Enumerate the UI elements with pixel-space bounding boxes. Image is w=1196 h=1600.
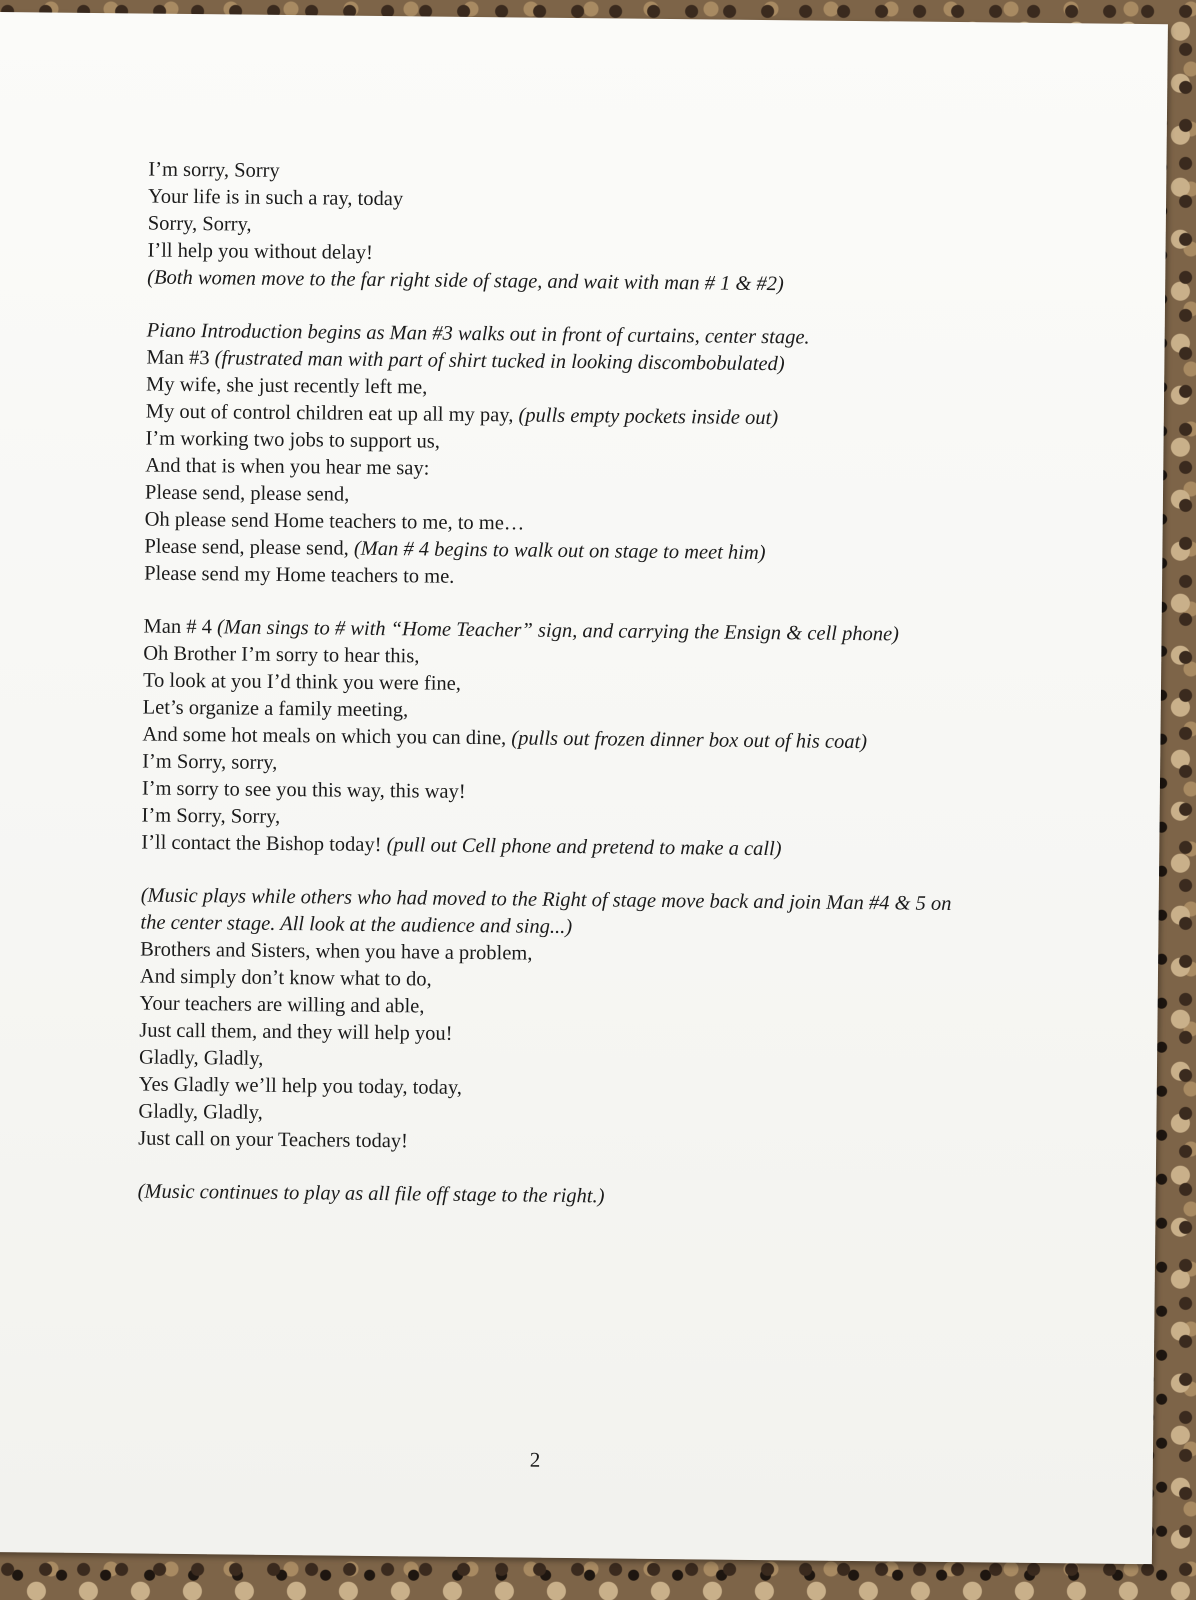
lyric-text: Just call on your Teachers today! — [138, 1127, 409, 1153]
paper-sheet — [0, 12, 1168, 1564]
lyric-text: Yes Gladly we’ll help you today, today, — [138, 1073, 463, 1099]
lyric-text: I’m sorry, Sorry — [148, 158, 280, 182]
lyric-text: I’m Sorry, sorry, — [142, 750, 278, 774]
page-number: 2 — [529, 1447, 541, 1472]
lyric-text: Brothers and Sisters, when you have a problem, — [140, 938, 533, 965]
text-line — [140, 883, 971, 946]
lyric-text: Let’s organize a family meeting, — [142, 696, 409, 722]
lyric-text: Your teachers are willing and able, — [139, 992, 425, 1018]
lyric-text: And that is when you hear me say: — [145, 454, 430, 480]
lyric-text: I’ll help you without delay! — [147, 239, 374, 264]
stage-direction: (Music plays while others who had moved to the Right of stage move back and join Man #4 & 5 on the center stage. All look at the audience and sing...) — [140, 884, 952, 939]
lyric-text: Please send, please send, — [144, 535, 355, 560]
lyric-text: I’ll contact the Bishop today! — [141, 831, 387, 857]
lyric-text: And some hot meals on which you can dine, — [142, 723, 512, 750]
stage-direction: (Man # 4 begins to walk out on stage to meet him) — [353, 537, 766, 565]
lyric-text: I’m sorry to see you this way, this way! — [141, 777, 466, 803]
lyric-text: I’m working two jobs to support us, — [145, 427, 441, 453]
stage-direction: (pull out Cell phone and pretend to make a call) — [386, 834, 782, 861]
stage-direction: (Man sings to # with “Home Teacher” sign, and carrying the Ensign & cell phone) — [216, 616, 900, 646]
lyric-text: Please send my Home teachers to me. — [144, 562, 455, 588]
lyric-text: Please send, please send, — [144, 481, 350, 506]
lyric-text: Gladly, Gladly, — [138, 1100, 263, 1124]
lyric-text: And simply don’t know what to do, — [139, 965, 432, 991]
lyric-text: Just call them, and they will help you! — [139, 1019, 453, 1045]
lyric-text: My wife, she just recently left me, — [145, 373, 428, 399]
stage-direction: (frustrated man with part of shirt tucked in looking discombobulated) — [214, 347, 785, 376]
stage-direction: (Music continues to play as all file off stage to the right.) — [137, 1180, 605, 1208]
lyric-text: My out of control children eat up all my pay, — [145, 400, 519, 427]
lyric-text: To look at you I’d think you were fine, — [142, 669, 462, 695]
lyric-text: Man # 4 — [143, 615, 218, 639]
stage-direction: (pulls out frozen dinner box out of his coat) — [511, 727, 868, 754]
stage-direction: (pulls empty pockets inside out) — [518, 404, 779, 430]
lyric-text: Gladly, Gladly, — [138, 1046, 264, 1070]
stage-direction: (Both women move to the far right side of stage, and wait with man # 1 & #2) — [147, 266, 784, 296]
stage-direction: Piano Introduction begins as Man #3 walks out in front of curtains, center stage. — [146, 319, 810, 349]
lyric-text: Your life is in such a ray, today — [147, 185, 404, 211]
lyric-text: Sorry, Sorry, — [147, 212, 252, 236]
lyric-text: I’m Sorry, Sorry, — [141, 804, 281, 828]
lyric-text: Man #3 — [146, 346, 215, 370]
lyric-text: Oh Brother I’m sorry to hear this, — [143, 642, 420, 668]
script-text — [138, 157, 979, 1215]
lyric-text: Oh please send Home teachers to me, to me… — [144, 508, 525, 535]
